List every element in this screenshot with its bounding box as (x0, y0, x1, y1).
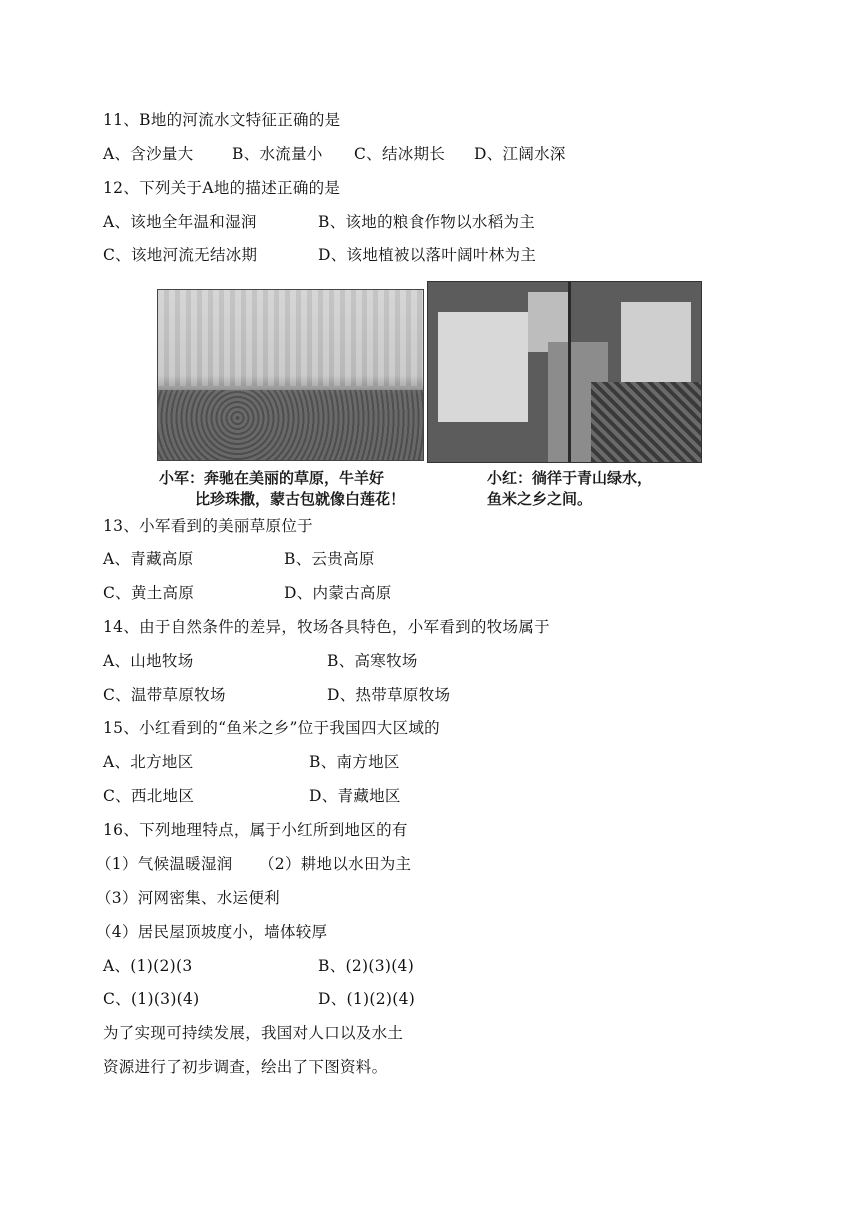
q14-stem: 14、由于自然条件的差异，牧场各具特色，小军看到的牧场属于 (103, 618, 550, 636)
q11-option-b: B、水流量小 (232, 145, 323, 163)
q16-option-c: C、(1)(3)(4) (103, 990, 200, 1008)
q12-option-c: C、该地河流无结冰期 (103, 246, 258, 264)
q16-option-d: D、(1)(2)(4) (318, 990, 416, 1008)
q15-option-a: A、北方地区 (103, 753, 194, 771)
intro-line2: 资源进行了初步调查，绘出了下图资料。 (103, 1058, 388, 1076)
q16-statement-4: （4）居民屋顶坡度小，墙体较厚 (96, 923, 328, 941)
caption-right-line1: 小红：徜徉于青山绿水， (487, 469, 653, 487)
q14-option-a: A、山地牧场 (103, 652, 194, 670)
q12-option-a: A、该地全年温和湿润 (103, 213, 257, 231)
q12-stem: 12、下列关于A地的描述正确的是 (103, 179, 341, 197)
q12-option-b: B、该地的粮食作物以水稻为主 (318, 213, 536, 231)
q13-option-a: A、青藏高原 (103, 550, 194, 568)
q16-statement-3: （3）河网密集、水运便利 (96, 889, 280, 907)
q13-option-c: C、黄土高原 (103, 584, 195, 602)
q14-option-c: C、温带草原牧场 (103, 686, 226, 704)
q13-stem: 13、小军看到的美丽草原位于 (103, 517, 313, 535)
q11-stem: 11、B地的河流水文特征正确的是 (103, 111, 341, 129)
caption-left-line1: 小军：奔驰在美丽的草原，牛羊好 (159, 469, 385, 487)
q15-stem: 15、小红看到的“鱼米之乡”位于我国四大区域的 (103, 719, 440, 737)
intro-line1: 为了实现可持续发展，我国对人口以及水土 (103, 1024, 404, 1042)
q11-option-a: A、含沙量大 (103, 145, 194, 163)
q13-option-d: D、内蒙古高原 (284, 584, 392, 602)
water-town-photo (427, 281, 702, 463)
q16-option-a: A、(1)(2)(3 (103, 957, 193, 975)
caption-right-line2: 鱼米之乡之间。 (487, 490, 593, 508)
caption-left-line2: 比珍珠撒，蒙古包就像白莲花！ (195, 490, 406, 508)
q16-statement-1: （1）气候温暖湿润 (96, 855, 233, 873)
q11-option-c: C、结冰期长 (354, 145, 446, 163)
q15-option-c: C、西北地区 (103, 787, 195, 805)
q14-option-b: B、高寒牧场 (327, 652, 418, 670)
q16-stem: 16、下列地理特点，属于小红所到地区的有 (103, 821, 408, 839)
q16-option-b: B、(2)(3)(4) (318, 957, 415, 975)
q12-option-d: D、该地植被以落叶阔叶林为主 (318, 246, 537, 264)
grassland-photo (157, 289, 424, 461)
q13-option-b: B、云贵高原 (284, 550, 375, 568)
q15-option-b: B、南方地区 (309, 753, 400, 771)
photo-figure (157, 281, 700, 513)
q14-option-d: D、热带草原牧场 (327, 686, 451, 704)
q16-statement-2: （2）耕地以水田为主 (259, 855, 412, 873)
q11-option-d: D、江阔水深 (474, 145, 566, 163)
q15-option-d: D、青藏地区 (309, 787, 401, 805)
